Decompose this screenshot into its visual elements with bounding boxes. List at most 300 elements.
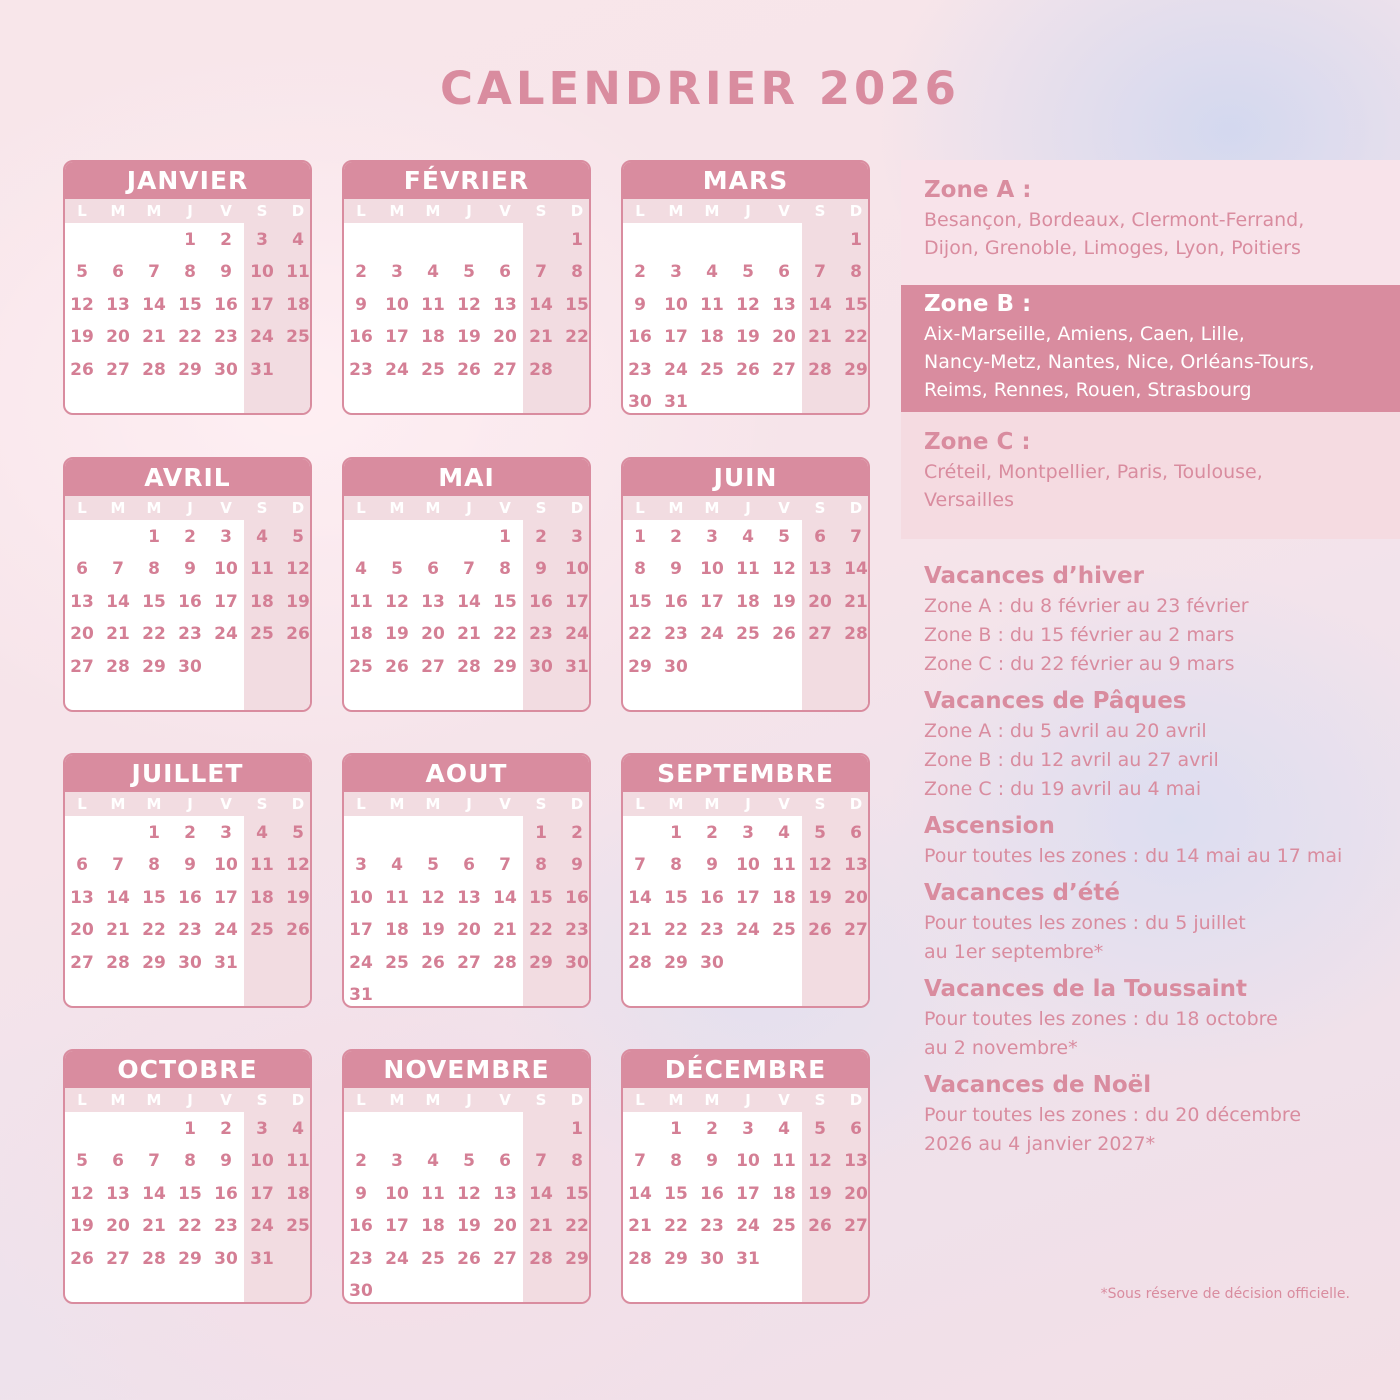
holiday-line: au 2 novembre* bbox=[924, 1037, 1078, 1059]
day-number: 19 bbox=[808, 1183, 832, 1204]
day-number: 3 bbox=[391, 262, 403, 283]
day-number: 4 bbox=[391, 855, 403, 876]
day-number: 16 bbox=[700, 887, 724, 908]
day-number: 10 bbox=[250, 262, 274, 283]
day-number: 15 bbox=[664, 1183, 688, 1204]
month-calendar bbox=[342, 457, 591, 712]
weekday-label: J bbox=[466, 202, 472, 220]
day-number: 14 bbox=[457, 591, 481, 612]
weekday-label: J bbox=[745, 795, 751, 813]
day-number: 15 bbox=[565, 294, 589, 315]
weekday-label: J bbox=[745, 202, 751, 220]
day-number: 28 bbox=[529, 1248, 553, 1269]
day-number: 23 bbox=[529, 624, 553, 645]
day-number: 17 bbox=[385, 1216, 409, 1237]
weekday-label: D bbox=[291, 202, 305, 220]
holiday-line: Zone A : du 8 février au 23 février bbox=[924, 595, 1249, 617]
day-number: 19 bbox=[385, 624, 409, 645]
day-number: 7 bbox=[112, 559, 124, 580]
day-number: 26 bbox=[286, 624, 310, 645]
day-number: 26 bbox=[70, 1248, 94, 1269]
day-number: 2 bbox=[634, 262, 646, 283]
day-number: 14 bbox=[529, 1183, 553, 1204]
day-number: 1 bbox=[571, 230, 583, 250]
day-number: 10 bbox=[565, 559, 589, 580]
day-number: 3 bbox=[391, 1151, 403, 1172]
weekday-label: M bbox=[389, 202, 405, 220]
day-number: 14 bbox=[628, 887, 652, 908]
day-number: 25 bbox=[286, 1216, 310, 1237]
day-number: 11 bbox=[700, 294, 724, 315]
day-number: 21 bbox=[529, 1216, 553, 1237]
weekday-label: M bbox=[668, 795, 684, 813]
day-number: 19 bbox=[70, 1216, 94, 1237]
day-number: 9 bbox=[706, 855, 718, 876]
day-number: 28 bbox=[529, 359, 553, 380]
day-number: 15 bbox=[142, 887, 166, 908]
zone-c-cities-line: Versailles bbox=[924, 489, 1014, 511]
day-number: 18 bbox=[349, 624, 373, 645]
day-number: 28 bbox=[493, 952, 517, 973]
day-number: 13 bbox=[106, 1183, 130, 1204]
weekday-label: S bbox=[256, 1091, 268, 1109]
weekday-header-row bbox=[623, 496, 868, 520]
day-number: 7 bbox=[814, 262, 826, 283]
day-number: 11 bbox=[250, 559, 274, 580]
day-number: 1 bbox=[148, 823, 160, 843]
day-number: 21 bbox=[628, 1216, 652, 1237]
day-number: 18 bbox=[286, 294, 310, 315]
day-number: 24 bbox=[214, 624, 238, 645]
day-number: 1 bbox=[184, 1119, 196, 1139]
day-number: 24 bbox=[214, 920, 238, 941]
weekday-label: V bbox=[220, 202, 232, 220]
day-number: 3 bbox=[742, 823, 754, 843]
holiday-line: Zone B : du 12 avril au 27 avril bbox=[924, 749, 1219, 771]
day-number: 19 bbox=[772, 591, 796, 612]
day-number: 30 bbox=[214, 359, 238, 380]
day-number: 8 bbox=[634, 559, 646, 580]
month-calendar bbox=[63, 1049, 312, 1304]
weekday-label: M bbox=[110, 202, 126, 220]
day-number: 12 bbox=[70, 1183, 94, 1204]
zone-b-title: Zone B : bbox=[924, 291, 1032, 317]
day-number: 27 bbox=[808, 624, 832, 645]
holidays-list bbox=[924, 560, 1384, 1165]
day-number: 6 bbox=[778, 262, 790, 283]
weekday-header-row bbox=[344, 1088, 589, 1112]
day-number: 13 bbox=[421, 591, 445, 612]
day-number: 21 bbox=[493, 920, 517, 941]
weekday-label: D bbox=[849, 795, 863, 813]
day-number: 21 bbox=[844, 591, 868, 612]
weekday-header-row bbox=[65, 199, 310, 223]
day-number: 10 bbox=[700, 559, 724, 580]
day-number: 20 bbox=[808, 591, 832, 612]
day-number: 15 bbox=[628, 591, 652, 612]
day-number: 27 bbox=[844, 1216, 868, 1237]
day-number: 8 bbox=[184, 262, 196, 283]
zone-b-cities-line: Nancy-Metz, Nantes, Nice, Orléans-Tours, bbox=[924, 351, 1315, 373]
weekday-header-row bbox=[65, 496, 310, 520]
day-number: 4 bbox=[355, 559, 367, 580]
weekday-header-row bbox=[65, 1088, 310, 1112]
weekday-label: L bbox=[356, 795, 366, 813]
day-number: 31 bbox=[664, 392, 688, 412]
day-number: 13 bbox=[844, 855, 868, 876]
day-number: 29 bbox=[664, 1248, 688, 1269]
day-number: 27 bbox=[70, 656, 94, 677]
weekday-label: D bbox=[291, 1091, 305, 1109]
day-number: 29 bbox=[178, 1248, 202, 1269]
day-number: 9 bbox=[670, 559, 682, 580]
day-number: 30 bbox=[700, 952, 724, 973]
day-number: 28 bbox=[808, 359, 832, 380]
day-number: 20 bbox=[457, 920, 481, 941]
day-number: 6 bbox=[463, 855, 475, 876]
day-number: 15 bbox=[493, 591, 517, 612]
day-number: 5 bbox=[814, 823, 826, 843]
day-number: 28 bbox=[628, 1248, 652, 1269]
holiday-christmas bbox=[924, 1069, 1384, 1159]
weekday-label: M bbox=[389, 1091, 405, 1109]
day-number: 5 bbox=[742, 262, 754, 283]
day-number: 1 bbox=[670, 1119, 682, 1139]
day-number: 11 bbox=[250, 855, 274, 876]
day-number: 20 bbox=[772, 327, 796, 348]
day-number: 31 bbox=[736, 1248, 760, 1269]
day-number: 2 bbox=[220, 1119, 232, 1139]
weekday-label: S bbox=[256, 795, 268, 813]
month-name: FÉVRIER bbox=[344, 162, 589, 199]
day-number: 30 bbox=[664, 656, 688, 677]
day-number: 6 bbox=[814, 527, 826, 547]
month-calendar bbox=[63, 160, 312, 415]
day-number: 2 bbox=[706, 1119, 718, 1139]
zone-a-panel bbox=[901, 160, 1400, 285]
day-number: 4 bbox=[778, 823, 790, 843]
day-number: 29 bbox=[529, 952, 553, 973]
day-number: 20 bbox=[421, 624, 445, 645]
day-number: 26 bbox=[736, 359, 760, 380]
day-number: 28 bbox=[142, 359, 166, 380]
day-number: 19 bbox=[286, 591, 310, 612]
day-number: 26 bbox=[457, 359, 481, 380]
day-number: 16 bbox=[664, 591, 688, 612]
weekday-label: L bbox=[77, 1091, 87, 1109]
day-number: 26 bbox=[70, 359, 94, 380]
day-number: 23 bbox=[349, 359, 373, 380]
day-number: 2 bbox=[184, 823, 196, 843]
holiday-line: au 1er septembre* bbox=[924, 941, 1104, 963]
weekday-label: S bbox=[814, 795, 826, 813]
day-number: 2 bbox=[706, 823, 718, 843]
day-number: 11 bbox=[349, 591, 373, 612]
day-number: 17 bbox=[349, 920, 373, 941]
day-number: 12 bbox=[457, 1183, 481, 1204]
day-number: 22 bbox=[493, 624, 517, 645]
holiday-line: Pour toutes les zones : du 14 mai au 17 mai bbox=[924, 845, 1343, 867]
day-number: 3 bbox=[742, 1119, 754, 1139]
weekday-label: M bbox=[425, 1091, 441, 1109]
day-number: 25 bbox=[772, 920, 796, 941]
month-name: JUILLET bbox=[65, 755, 310, 792]
day-number: 14 bbox=[106, 591, 130, 612]
page-title: CALENDRIER 2026 bbox=[440, 62, 960, 115]
day-number: 15 bbox=[844, 294, 868, 315]
day-number: 15 bbox=[664, 887, 688, 908]
day-number: 12 bbox=[385, 591, 409, 612]
day-number: 22 bbox=[178, 327, 202, 348]
day-number: 4 bbox=[706, 262, 718, 283]
day-number: 24 bbox=[700, 624, 724, 645]
day-number: 6 bbox=[499, 1151, 511, 1172]
day-number: 6 bbox=[76, 855, 88, 876]
day-number: 8 bbox=[850, 262, 862, 283]
day-number: 14 bbox=[808, 294, 832, 315]
day-number: 19 bbox=[70, 327, 94, 348]
weekday-label: M bbox=[146, 499, 162, 517]
day-number: 23 bbox=[628, 359, 652, 380]
day-number: 31 bbox=[214, 952, 238, 973]
day-number: 4 bbox=[292, 1119, 304, 1139]
day-number: 5 bbox=[778, 527, 790, 547]
day-number: 11 bbox=[421, 1183, 445, 1204]
day-number: 4 bbox=[427, 262, 439, 283]
day-number: 22 bbox=[565, 327, 589, 348]
day-number: 12 bbox=[736, 294, 760, 315]
day-number: 9 bbox=[355, 294, 367, 315]
weekday-label: M bbox=[704, 202, 720, 220]
weekday-label: M bbox=[668, 202, 684, 220]
day-number: 22 bbox=[142, 920, 166, 941]
weekday-header-row bbox=[65, 792, 310, 816]
day-number: 18 bbox=[736, 591, 760, 612]
zone-c-panel bbox=[901, 412, 1400, 539]
holiday-line: Zone C : du 22 février au 9 mars bbox=[924, 653, 1235, 675]
day-number: 20 bbox=[70, 624, 94, 645]
month-name: MAI bbox=[344, 459, 589, 496]
zone-c-cities-line: Créteil, Montpellier, Paris, Toulouse, bbox=[924, 461, 1263, 483]
day-number: 29 bbox=[565, 1248, 589, 1269]
day-number: 7 bbox=[463, 559, 475, 580]
zone-c-title: Zone C : bbox=[924, 429, 1031, 455]
day-number: 19 bbox=[457, 327, 481, 348]
day-number: 28 bbox=[106, 656, 130, 677]
day-number: 13 bbox=[844, 1151, 868, 1172]
day-number: 29 bbox=[628, 656, 652, 677]
weekday-label: V bbox=[499, 1091, 511, 1109]
day-number: 6 bbox=[427, 559, 439, 580]
day-number: 14 bbox=[844, 559, 868, 580]
zone-b-panel bbox=[901, 285, 1400, 412]
weekday-header-row bbox=[344, 496, 589, 520]
day-number: 21 bbox=[529, 327, 553, 348]
weekday-label: V bbox=[220, 1091, 232, 1109]
weekday-label: M bbox=[146, 795, 162, 813]
zone-b-cities-line: Reims, Rennes, Rouen, Strasbourg bbox=[924, 379, 1252, 401]
day-number: 30 bbox=[628, 392, 652, 412]
day-number: 11 bbox=[772, 1151, 796, 1172]
day-number: 31 bbox=[250, 1248, 274, 1269]
day-number: 27 bbox=[106, 359, 130, 380]
month-calendar bbox=[342, 160, 591, 415]
day-number: 3 bbox=[670, 262, 682, 283]
holiday-winter bbox=[924, 560, 1384, 679]
weekday-header-row bbox=[344, 199, 589, 223]
day-number: 1 bbox=[850, 230, 862, 250]
day-number: 29 bbox=[493, 656, 517, 677]
day-number: 27 bbox=[493, 1248, 517, 1269]
day-number: 14 bbox=[106, 887, 130, 908]
day-number: 4 bbox=[778, 1119, 790, 1139]
weekday-label: V bbox=[499, 499, 511, 517]
day-number: 7 bbox=[634, 855, 646, 876]
weekday-label: J bbox=[745, 499, 751, 517]
weekday-label: D bbox=[849, 499, 863, 517]
day-number: 8 bbox=[499, 559, 511, 580]
day-number: 13 bbox=[106, 294, 130, 315]
weekday-label: V bbox=[778, 795, 790, 813]
holiday-line: Pour toutes les zones : du 5 juillet bbox=[924, 912, 1246, 934]
day-number: 23 bbox=[178, 624, 202, 645]
day-number: 2 bbox=[571, 823, 583, 843]
day-number: 23 bbox=[565, 920, 589, 941]
day-number: 10 bbox=[214, 559, 238, 580]
day-number: 22 bbox=[628, 624, 652, 645]
month-name: DÉCEMBRE bbox=[623, 1051, 868, 1088]
holiday-toussaint bbox=[924, 973, 1384, 1063]
day-number: 5 bbox=[292, 527, 304, 547]
day-number: 7 bbox=[850, 527, 862, 547]
weekday-label: D bbox=[849, 1091, 863, 1109]
weekday-label: M bbox=[389, 499, 405, 517]
day-number: 16 bbox=[565, 887, 589, 908]
weekday-label: M bbox=[668, 1091, 684, 1109]
day-number: 20 bbox=[106, 327, 130, 348]
day-number: 25 bbox=[421, 1248, 445, 1269]
weekday-header-row bbox=[623, 792, 868, 816]
day-number: 27 bbox=[70, 952, 94, 973]
day-number: 29 bbox=[142, 656, 166, 677]
day-number: 7 bbox=[535, 1151, 547, 1172]
day-number: 16 bbox=[214, 294, 238, 315]
day-number: 7 bbox=[535, 262, 547, 283]
day-number: 15 bbox=[142, 591, 166, 612]
day-number: 26 bbox=[421, 952, 445, 973]
day-number: 18 bbox=[250, 887, 274, 908]
holiday-line: 2026 au 4 janvier 2027* bbox=[924, 1133, 1156, 1155]
day-number: 3 bbox=[706, 527, 718, 547]
day-number: 14 bbox=[628, 1183, 652, 1204]
day-number: 28 bbox=[844, 624, 868, 645]
day-number: 18 bbox=[772, 887, 796, 908]
weekday-label: J bbox=[466, 499, 472, 517]
day-number: 21 bbox=[142, 1216, 166, 1237]
day-number: 2 bbox=[535, 527, 547, 547]
day-number: 5 bbox=[463, 1151, 475, 1172]
day-number: 1 bbox=[148, 527, 160, 547]
day-number: 22 bbox=[565, 1216, 589, 1237]
day-number: 25 bbox=[736, 624, 760, 645]
holiday-easter bbox=[924, 685, 1384, 804]
day-number: 14 bbox=[142, 294, 166, 315]
day-number: 22 bbox=[664, 1216, 688, 1237]
day-number: 28 bbox=[106, 952, 130, 973]
day-number: 25 bbox=[772, 1216, 796, 1237]
weekday-label: J bbox=[466, 795, 472, 813]
day-number: 17 bbox=[214, 591, 238, 612]
weekday-label: L bbox=[356, 1091, 366, 1109]
month-name: JUIN bbox=[623, 459, 868, 496]
day-number: 23 bbox=[700, 920, 724, 941]
day-number: 30 bbox=[349, 1281, 373, 1301]
weekday-label: L bbox=[77, 202, 87, 220]
zone-b-cities-line: Aix-Marseille, Amiens, Caen, Lille, bbox=[924, 323, 1245, 345]
day-number: 9 bbox=[355, 1183, 367, 1204]
day-number: 2 bbox=[355, 1151, 367, 1172]
day-number: 5 bbox=[427, 855, 439, 876]
day-number: 8 bbox=[148, 559, 160, 580]
day-number: 3 bbox=[355, 855, 367, 876]
month-calendar bbox=[342, 753, 591, 1008]
day-number: 11 bbox=[736, 559, 760, 580]
day-number: 30 bbox=[178, 952, 202, 973]
holiday-title: Vacances de Noël bbox=[924, 1072, 1152, 1098]
day-number: 23 bbox=[349, 1248, 373, 1269]
weekday-label: V bbox=[778, 202, 790, 220]
day-number: 12 bbox=[808, 1151, 832, 1172]
day-number: 12 bbox=[457, 294, 481, 315]
day-number: 10 bbox=[349, 887, 373, 908]
day-number: 3 bbox=[220, 527, 232, 547]
weekday-label: S bbox=[535, 499, 547, 517]
day-number: 1 bbox=[184, 230, 196, 250]
holiday-ascension bbox=[924, 810, 1384, 871]
day-number: 12 bbox=[772, 559, 796, 580]
day-number: 27 bbox=[772, 359, 796, 380]
month-calendar bbox=[342, 1049, 591, 1304]
day-number: 5 bbox=[292, 823, 304, 843]
weekday-label: L bbox=[77, 795, 87, 813]
day-number: 16 bbox=[700, 1183, 724, 1204]
day-number: 6 bbox=[850, 1119, 862, 1139]
day-number: 21 bbox=[808, 327, 832, 348]
day-number: 3 bbox=[571, 527, 583, 547]
day-number: 6 bbox=[112, 1151, 124, 1172]
day-number: 18 bbox=[250, 591, 274, 612]
day-number: 29 bbox=[178, 359, 202, 380]
weekday-label: J bbox=[466, 1091, 472, 1109]
day-number: 17 bbox=[664, 327, 688, 348]
month-name: NOVEMBRE bbox=[344, 1051, 589, 1088]
day-number: 24 bbox=[250, 1216, 274, 1237]
day-number: 17 bbox=[214, 887, 238, 908]
day-number: 5 bbox=[76, 262, 88, 283]
weekday-label: M bbox=[704, 1091, 720, 1109]
day-number: 10 bbox=[250, 1151, 274, 1172]
day-number: 23 bbox=[700, 1216, 724, 1237]
day-number: 9 bbox=[535, 559, 547, 580]
weekday-label: S bbox=[535, 795, 547, 813]
day-number: 19 bbox=[808, 887, 832, 908]
day-number: 8 bbox=[571, 1151, 583, 1172]
day-number: 28 bbox=[457, 656, 481, 677]
day-number: 25 bbox=[385, 952, 409, 973]
day-number: 26 bbox=[808, 920, 832, 941]
day-number: 20 bbox=[106, 1216, 130, 1237]
weekday-label: S bbox=[814, 499, 826, 517]
